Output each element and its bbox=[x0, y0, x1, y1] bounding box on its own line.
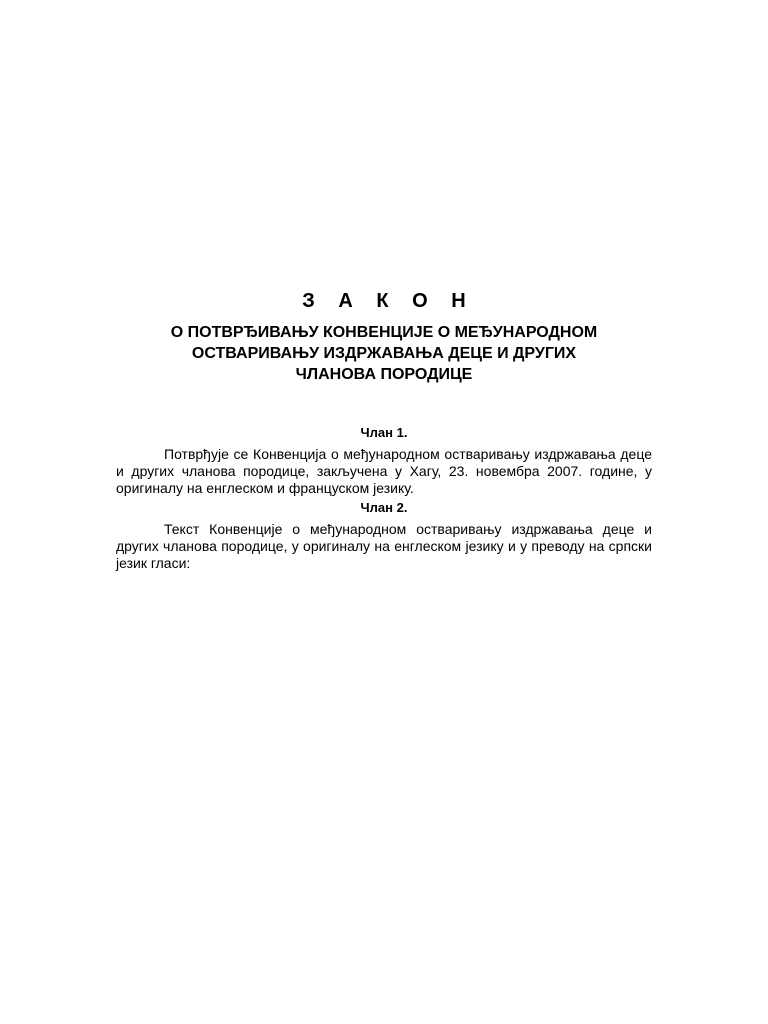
article-2-heading: Члан 2. bbox=[360, 500, 408, 515]
law-subtitle: О ПОТВРЂИВАЊУ КОНВЕНЦИЈЕ О МЕЂУНАРОДНОМ ОСТВАРИВАЊУ ИЗДРЖАВАЊА ДЕЦЕ И ДРУГИХ ЧЛАНОВА ПОРОДИЦЕ bbox=[170, 324, 598, 383]
article-1-text: Потврђује се Конвенција о међународном остваривању издржавања деце и других чланова породице, закључена у Хагу, 23. новембра 2007. године, у оригиналу на енглеском и француском језику. bbox=[116, 446, 652, 496]
law-title: З А К О Н bbox=[302, 290, 475, 312]
article-1-heading: Члан 1. bbox=[360, 425, 408, 440]
article-2-text: Текст Конвенције о међународном остваривању издржавања деце и других чланова породице, у оригиналу на енглеском језику и у преводу на српски језик гласи: bbox=[116, 521, 652, 571]
